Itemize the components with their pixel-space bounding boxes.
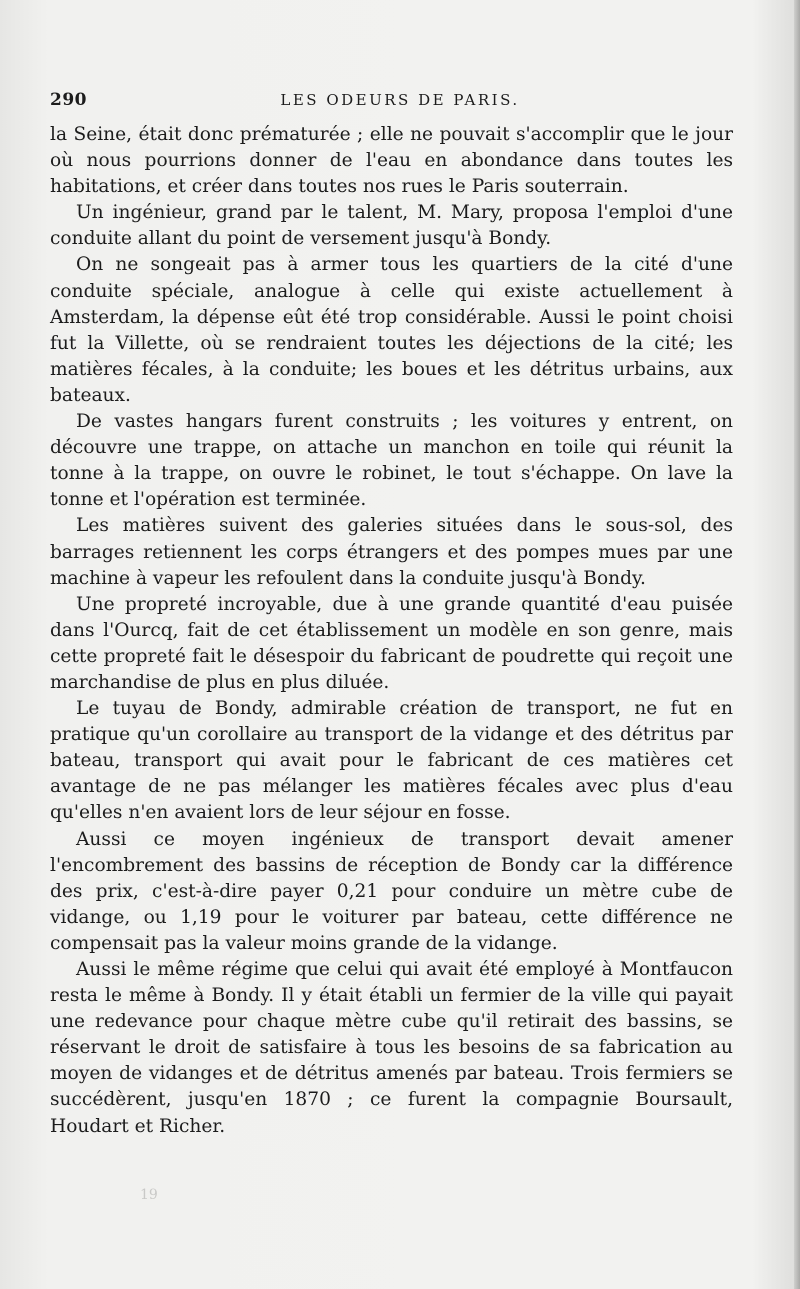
paragraph-4: De vastes hangars furent construits ; les voitures y entrent, on découvre une trappe, on attache un manchon en toile qui réunit la tonne à la trappe, on ouvre le robinet, le tout s'échappe. On lave la tonne et l'opération est terminée. bbox=[50, 411, 733, 511]
paragraph-3: On ne songeait pas à armer tous les quartiers de la cité d'une conduite spéciale, analogue à celle qui existe actuellement à Amsterdam, la dépense eût été trop considérable. Aussi le point choisi fut la Villette, où se rendraient toutes les déjections de la cité; les matières fécales, à la conduite; les boues et les détritus urbains, aux bateaux. bbox=[50, 254, 733, 406]
paragraph-1: la Seine, était donc prématurée ; elle ne pouvait s'accomplir que le jour où nous pourrions donner de l'eau en abondance dans toutes les habitations, et créer dans toutes nos rues le Paris souterrain. bbox=[50, 124, 733, 198]
paragraph-5: Les matières suivent des galeries situées dans le sous-sol, des barrages retiennent les corps étrangers et des pompes mues par une machine à vapeur les refoulent dans la conduite jusqu'à Bondy. bbox=[50, 515, 733, 589]
body-text bbox=[50, 122, 733, 1140]
paragraph-2: Un ingénieur, grand par le talent, M. Mary, proposa l'emploi d'une conduite allant du point de versement jusqu'à Bondy. bbox=[50, 202, 733, 250]
paragraph-8: Aussi ce moyen ingénieux de transport devait amener l'encombrement des bassins de réception de Bondy car la différence des prix, c'est-à-dire payer 0,21 pour conduire un mètre cube de vidange, ou 1,19 pour le voiturer par bateau, cette différence ne compensait pas la valeur moins grande de la vidange. bbox=[50, 828, 733, 954]
paragraph-7: Le tuyau de Bondy, admirable création de transport, ne fut en pratique qu'un corollaire au transport de la vidange et des détritus par bateau, transport qui avait pour le fabricant de ces matières cet avantage de ne pas mélanger les matières fécales avec plus d'eau qu'elles n'en avaient lors de leur séjour en fosse. bbox=[50, 698, 733, 824]
page-edge bbox=[794, 0, 800, 1289]
paragraph-9: Aussi le même régime que celui qui avait été employé à Montfaucon resta le même à Bondy. Il y était établi un fermier de la ville qui payait une redevance pour chaque mètre cube qu'il retirait des bassins, se réservant le droit de satisfaire à tous les besoins de sa fabrication au moyen de vidanges et de détritus amenés par bateau. Trois fermiers se succédèrent, jusqu'en 1870 ; ce furent la compagnie Boursault, Houdart et Richer. bbox=[50, 959, 733, 1137]
faint-folio-mark: 19 bbox=[140, 1187, 158, 1203]
page-number: 290 bbox=[50, 90, 87, 110]
paragraph-6: Une propreté incroyable, due à une grande quantité d'eau puisée dans l'Ourcq, fait de cet établissement un modèle en son genre, mais cette propreté fait le désespoir du fabricant de poudrette qui reçoit une marchandise de plus en plus diluée. bbox=[50, 593, 733, 693]
running-head: LES ODEURS DE PARIS. bbox=[280, 91, 520, 109]
page-header bbox=[50, 90, 750, 114]
